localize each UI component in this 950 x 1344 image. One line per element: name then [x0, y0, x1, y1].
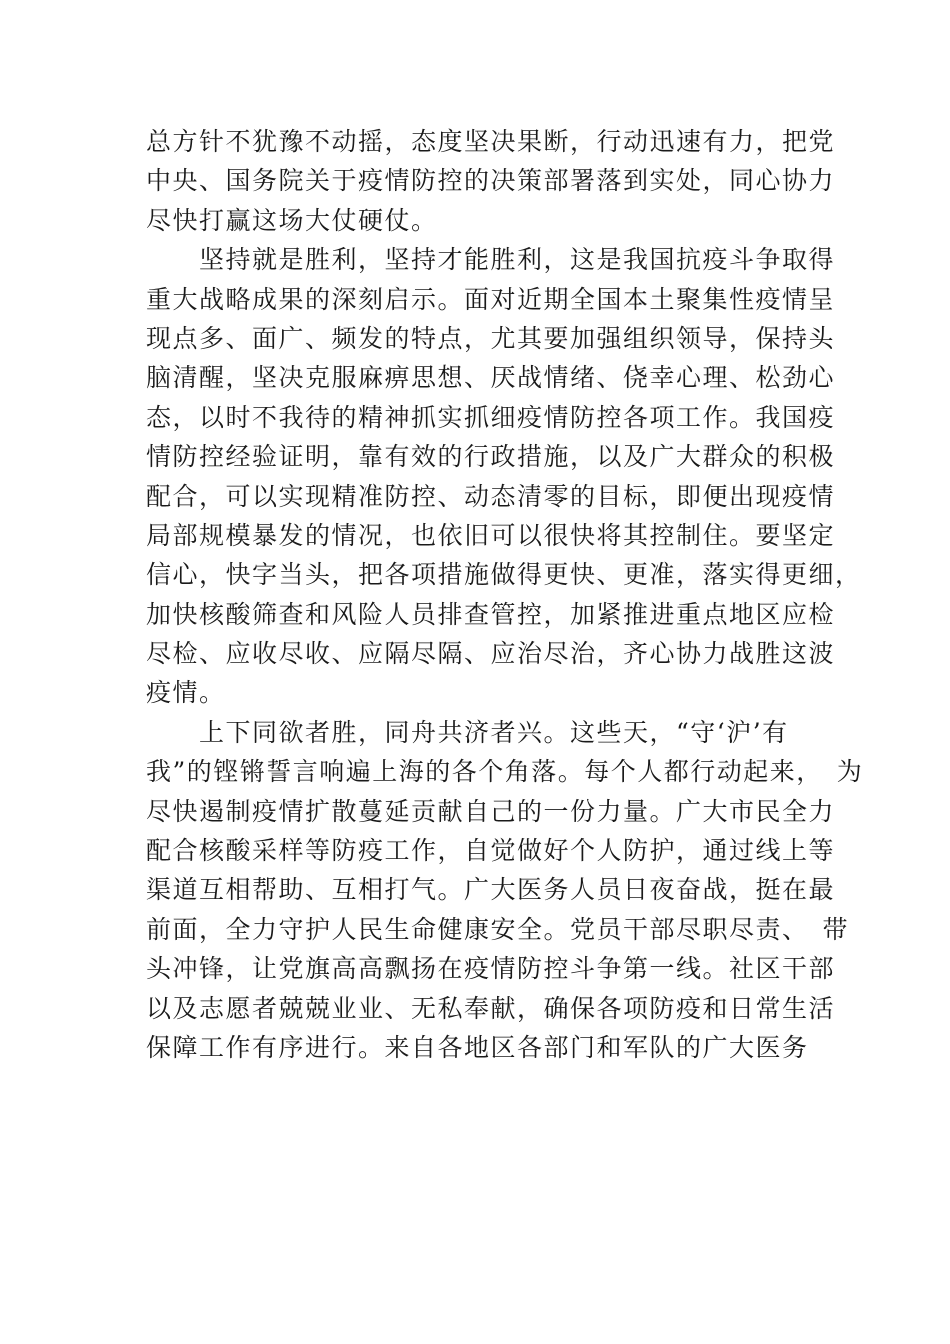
text-line: 前面，全力守护人民生命健康安全。党员干部尽职尽责、 带 — [146, 914, 850, 944]
text-line: 情防控经验证明，靠有效的行政措施，以及广大群众的积极 — [146, 442, 836, 472]
text-line: 配合，可以实现精准防控、动态清零的目标，即便出现疫情 — [146, 481, 836, 511]
paragraph-1 — [146, 122, 836, 240]
text-line: 我”的铿锵誓言响遍上海的各个角落。每个人都行动起来， 为 — [146, 757, 864, 787]
text-line: 加快核酸筛查和风险人员排查管控，加紧推进重点地区应检 — [146, 599, 836, 629]
paragraph-3 — [146, 713, 864, 1068]
text-line: 保障工作有序进行。来自各地区各部门和军队的广大医务 — [146, 1032, 809, 1062]
text-line: 头冲锋，让党旗高高飘扬在疫情防控斗争第一线。社区干部 — [146, 954, 836, 984]
text-line: 中央、国务院关于疫情防控的决策部署落到实处，同心协力 — [146, 166, 836, 196]
text-line: 尽快遏制疫情扩散蔓延贡献自己的一份力量。广大市民全力 — [146, 796, 836, 826]
text-line: 渠道互相帮助、互相打气。广大医务人员日夜奋战，挺在最 — [146, 875, 836, 905]
text-line: 局部规模暴发的情况，也依旧可以很快将其控制住。要坚定 — [146, 520, 836, 550]
text-line: 坚持就是胜利，坚持才能胜利，这是我国抗疫斗争取得 — [146, 245, 836, 275]
text-line: 态，以时不我待的精神抓实抓细疫情防控各项工作。我国疫 — [146, 402, 836, 432]
text-line: 总方针不犹豫不动摇，态度坚决果断，行动迅速有力，把党 — [146, 127, 836, 156]
text-line: 脑清醒，坚决克服麻痹思想、厌战情绪、侥幸心理、松劲心 — [146, 363, 836, 393]
paragraph-2 — [146, 240, 862, 713]
article-body — [146, 122, 864, 1067]
text-line: 尽快打赢这场大仗硬仗。 — [146, 205, 438, 235]
text-line: 上下同欲者胜，同舟共济者兴。这些天，“守‘沪’有 — [146, 717, 789, 747]
text-line: 重大战略成果的深刻启示。面对近期全国本土聚集性疫情呈 — [146, 284, 836, 314]
text-line: 尽检、应收尽收、应隔尽隔、应治尽治，齐心协力战胜这波 — [146, 639, 836, 669]
text-line: 现点多、面广、频发的特点，尤其要加强组织领导，保持头 — [146, 323, 836, 353]
text-line: 以及志愿者兢兢业业、无私奉献，确保各项防疫和日常生活 — [146, 993, 836, 1023]
text-line: 信心，快字当头，把各项措施做得更快、更准，落实得更细， — [146, 560, 862, 590]
text-line: 配合核酸采样等防疫工作，自觉做好个人防护，通过线上等 — [146, 836, 836, 866]
text-line: 疫情。 — [146, 678, 226, 708]
